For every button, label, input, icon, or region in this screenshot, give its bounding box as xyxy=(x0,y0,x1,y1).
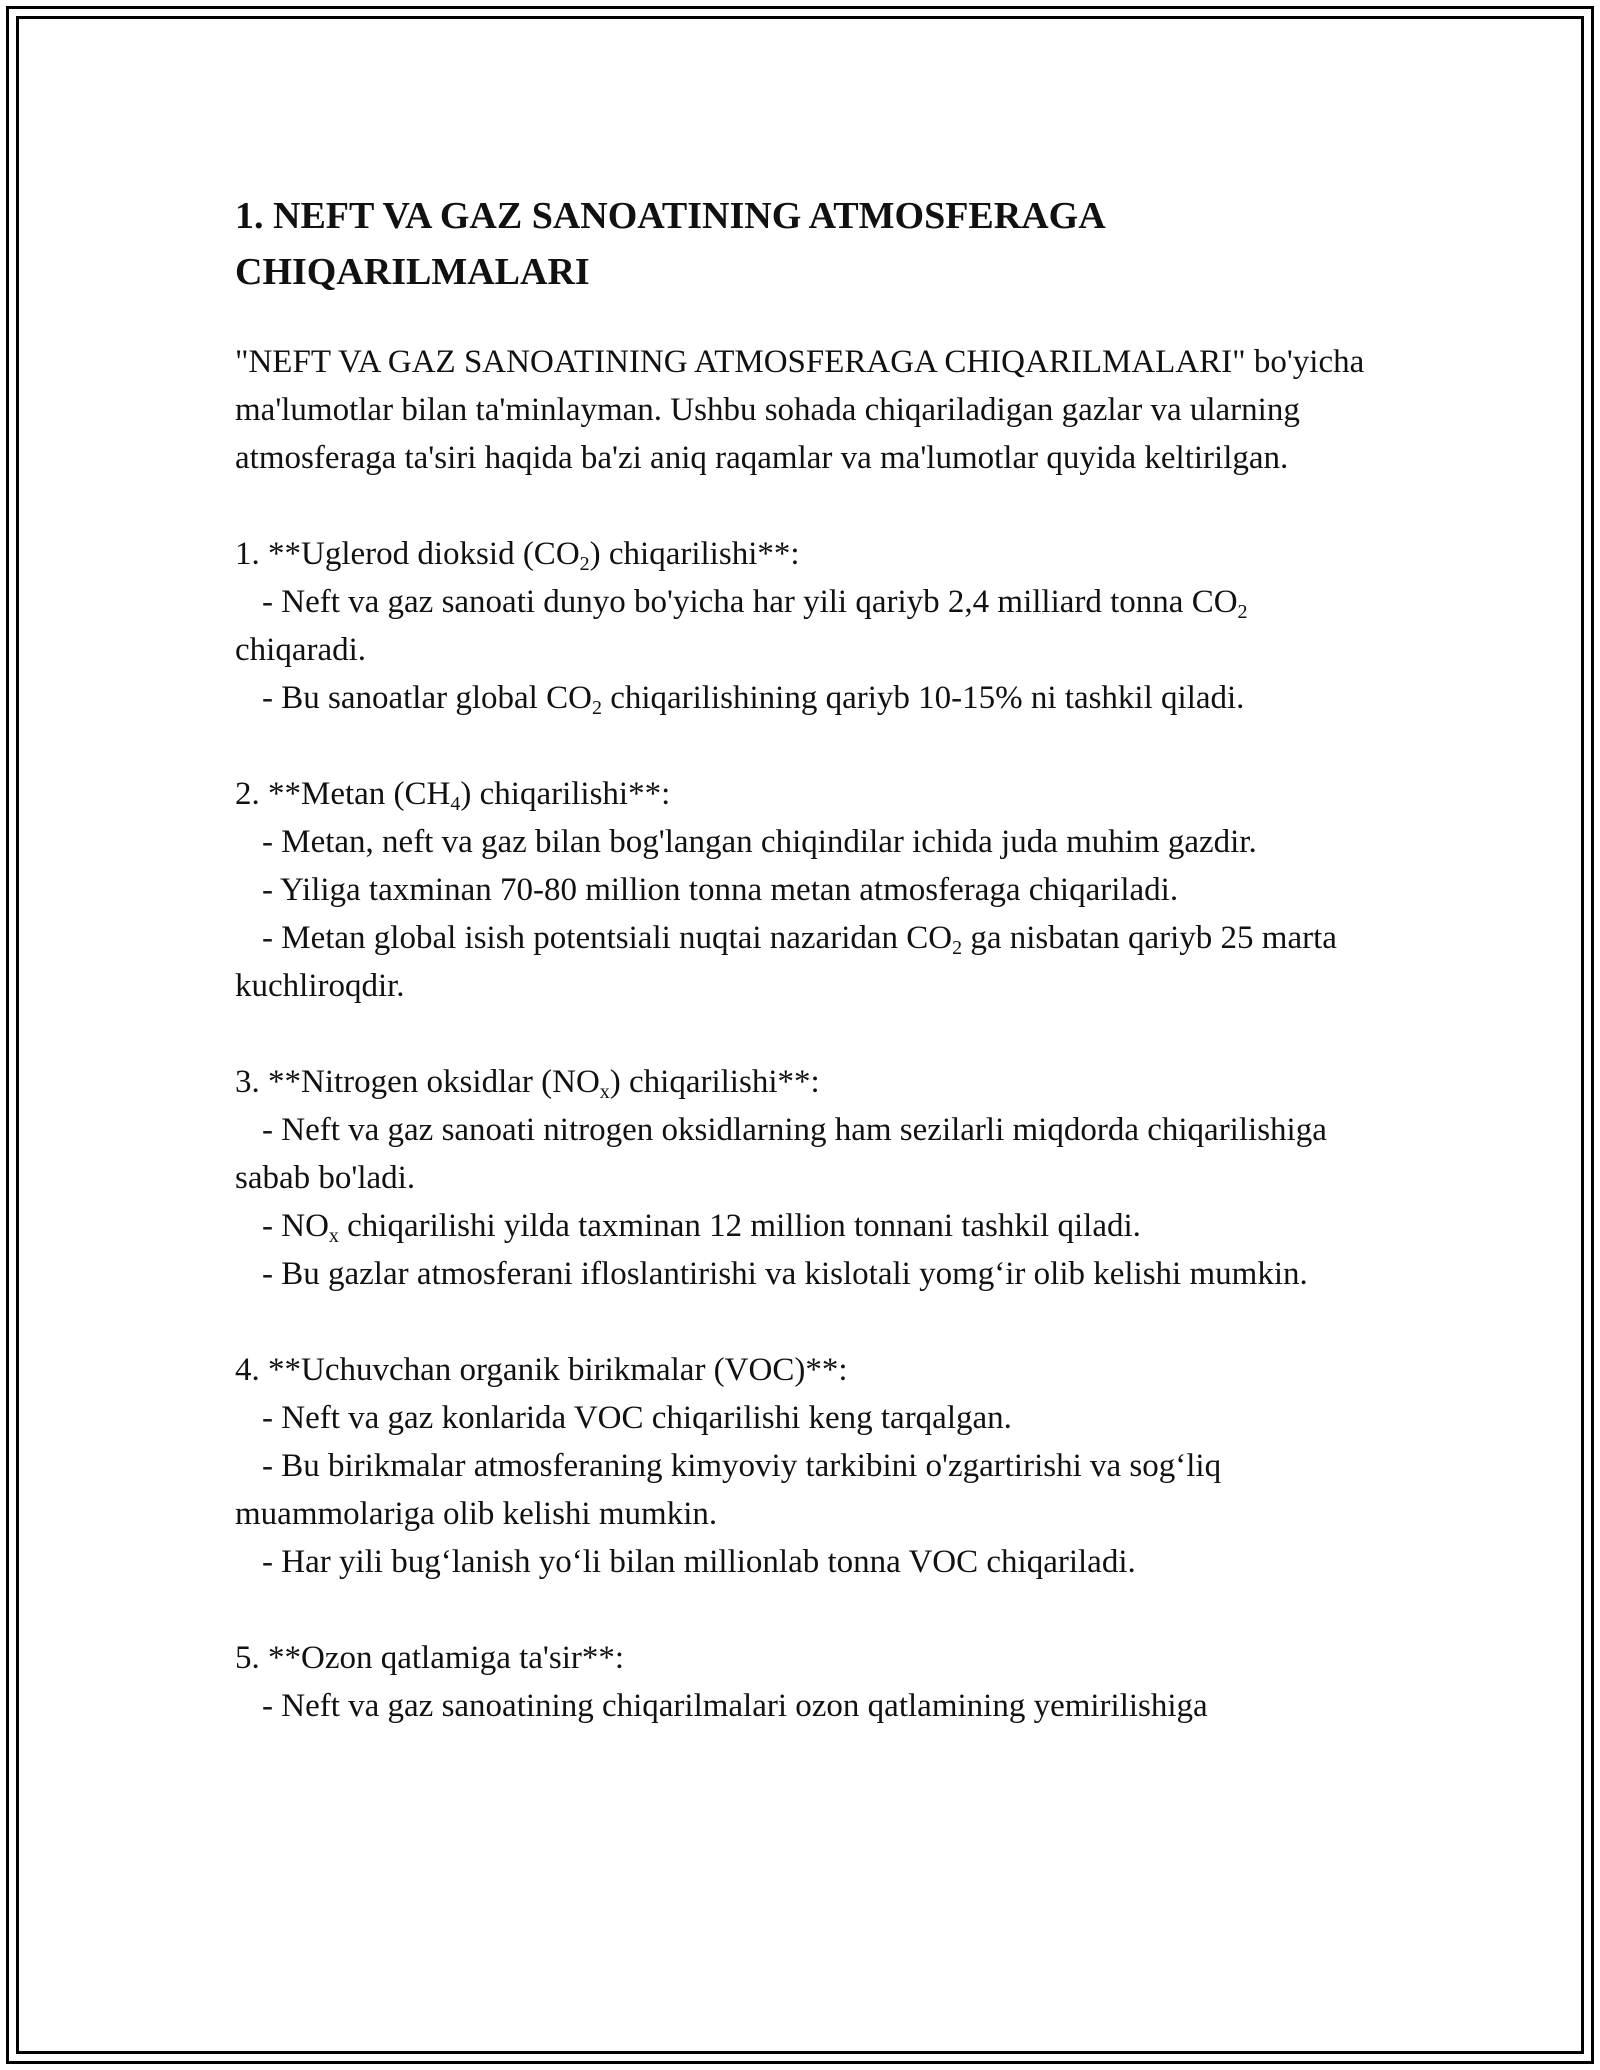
list-item: - Metan, neft va gaz bilan bog'langan chiqindilar ichida juda muhim gazdir. xyxy=(262,824,1257,860)
section-title: 1. **Uglerod dioksid $(CO_2)$ chiqarilishi**: xyxy=(235,536,800,575)
document-body xyxy=(235,188,1385,1778)
section-title: 3. **Nitrogen oksidlar $(NO_x)$ chiqarilishi**: xyxy=(235,1064,820,1103)
section-title: 5. **Ozon qatlamiga ta'sir**: xyxy=(235,1640,625,1676)
list-item: - Neft va gaz sanoatining chiqarilmalari ozon qatlamining yemirilishiga xyxy=(262,1688,1208,1724)
list-item: - Bu sanoatlar global $CO_2$ chiqarilishining qariyb 10-15% ni tashkil qiladi. xyxy=(262,680,1245,719)
list-item: - Bu gazlar atmosferani ifloslantirishi va kislotali yomg‘ir olib kelishi mumkin. xyxy=(262,1256,1308,1292)
section-nox xyxy=(235,1058,1385,1298)
list-item: - Neft va gaz sanoati nitrogen oksidlarning ham sezilarli miqdorda chiqarilishiga sabab bo'ladi. xyxy=(235,1112,1327,1196)
document-heading: 1. NEFT VA GAZ SANOATINING ATMOSFERAGA CHIQARILMALARI xyxy=(235,195,1104,293)
section-ozone xyxy=(235,1634,1385,1730)
list-item: - Neft va gaz konlarida VOC chiqarilishi keng tarqalgan. xyxy=(262,1400,1012,1436)
list-item: - Yiliga taxminan 70-80 million tonna metan atmosferaga chiqariladi. xyxy=(262,872,1179,908)
list-item: - Metan global isish potentsiali nuqtai nazaridan $CO_2$ ga nisbatan qariyb 25 marta kuchliroqdir. xyxy=(235,920,1337,1004)
section-title: 2. **Metan $(CH_4)$ chiqarilishi**: xyxy=(235,776,671,815)
section-voc xyxy=(235,1346,1385,1586)
intro-paragraph: "NEFT VA GAZ SANOATINING ATMOSFERAGA CHIQARILMALARI" bo'yicha ma'lumotlar bilan ta'minlayman. Ushbu sohada chiqariladigan gazlar va ularning atmosferaga ta'siri haqida ba'zi aniq raqamlar va ma'lumotlar quyida keltirilgan. xyxy=(235,344,1365,476)
list-item: - Bu birikmalar atmosferaning kimyoviy tarkibini o'zgartirishi va sog‘liq muammolariga olib kelishi mumkin. xyxy=(235,1448,1222,1532)
section-methane xyxy=(235,770,1385,1010)
list-item: - $NO_x$ chiqarilishi yilda taxminan 12 million tonnani tashkil qiladi. xyxy=(262,1208,1141,1247)
list-item: - Neft va gaz sanoati dunyo bo'yicha har yili qariyb 2,4 milliard tonna $CO_2$ chiqaradi. xyxy=(235,584,1248,668)
section-co2 xyxy=(235,530,1385,722)
list-item: - Har yili bug‘lanish yo‘li bilan millionlab tonna VOC chiqariladi. xyxy=(262,1544,1136,1580)
section-title: 4. **Uchuvchan organik birikmalar (VOC)**: xyxy=(235,1352,848,1388)
